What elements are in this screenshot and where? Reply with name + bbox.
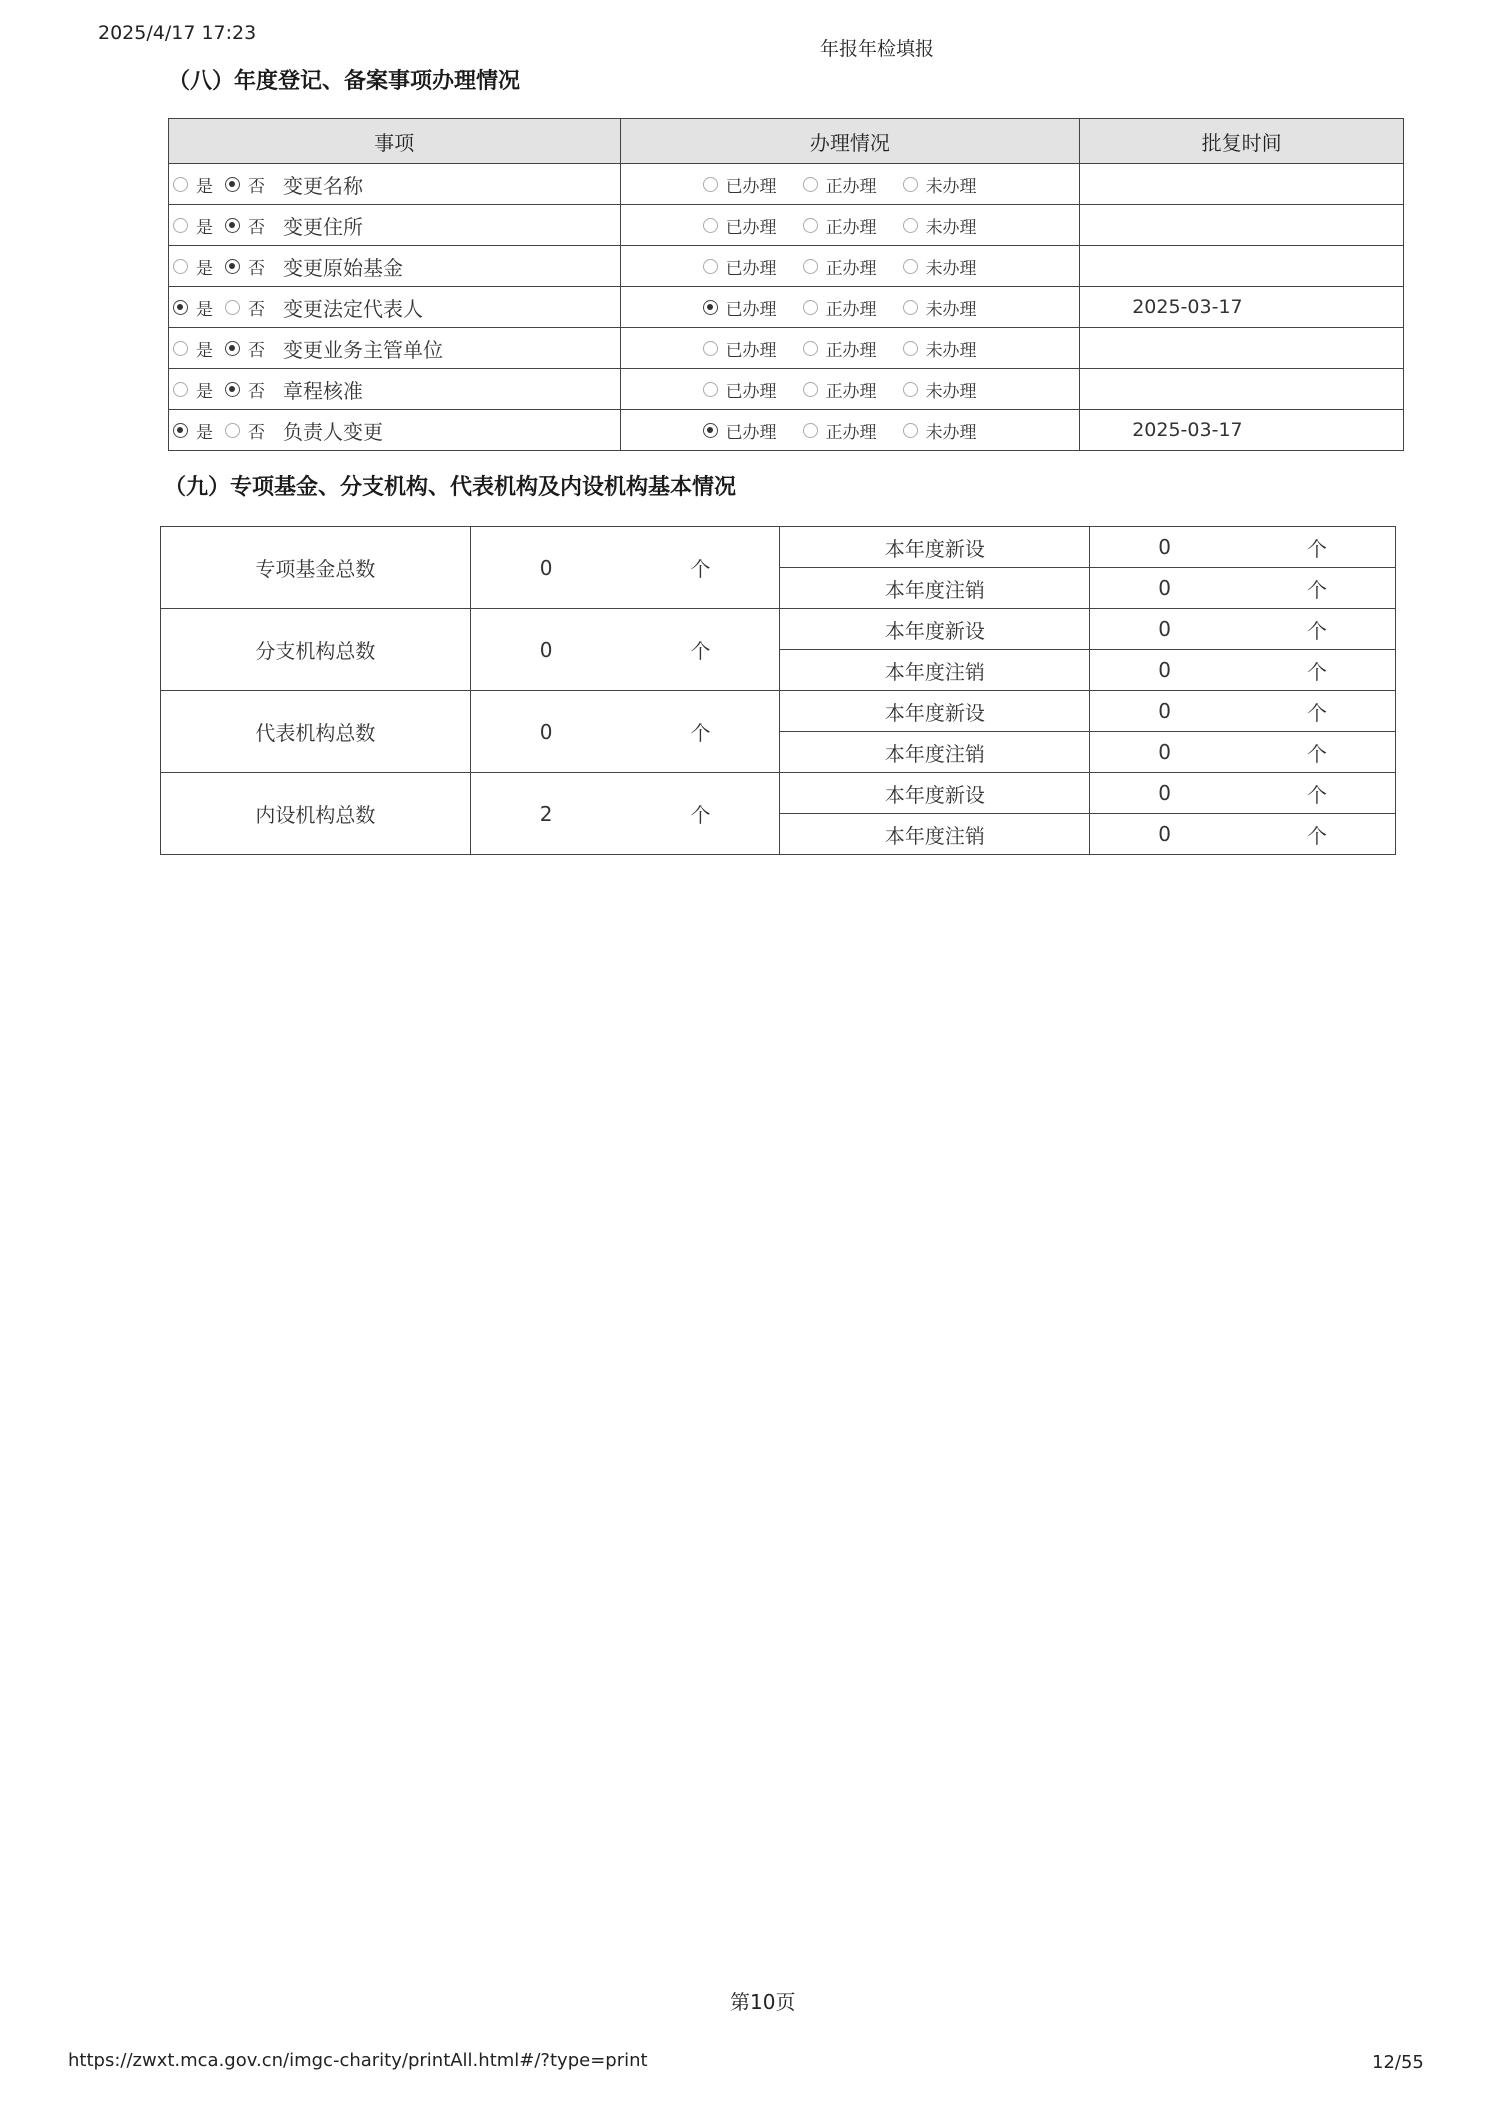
group-total bbox=[470, 609, 780, 691]
item-name: 变更名称 bbox=[283, 173, 363, 198]
no-label: 否 bbox=[248, 299, 265, 320]
status-radio[interactable] bbox=[703, 300, 718, 315]
item-cell bbox=[169, 410, 621, 451]
table-row bbox=[169, 164, 1404, 205]
item-cell bbox=[169, 328, 621, 369]
unit-label: 个 bbox=[1306, 823, 1327, 848]
new-value: 0 bbox=[1158, 699, 1171, 723]
status-label: 已办理 bbox=[725, 176, 777, 197]
table-row bbox=[169, 205, 1404, 246]
total-value: 2 bbox=[539, 801, 553, 826]
yes-label: 是 bbox=[196, 422, 213, 443]
status-label: 未办理 bbox=[925, 422, 977, 443]
status-label: 未办理 bbox=[925, 258, 977, 279]
status-label: 未办理 bbox=[925, 340, 977, 361]
status-radio[interactable] bbox=[703, 218, 718, 233]
new-value: 0 bbox=[1158, 617, 1171, 641]
status-radio[interactable] bbox=[803, 259, 818, 274]
unit-label: 个 bbox=[1306, 536, 1327, 561]
status-radio[interactable] bbox=[903, 177, 918, 192]
unit-label: 个 bbox=[1306, 577, 1327, 602]
no-label: 否 bbox=[248, 176, 265, 197]
table-row bbox=[161, 527, 1396, 568]
no-radio[interactable] bbox=[225, 300, 240, 315]
status-radio[interactable] bbox=[803, 341, 818, 356]
status-label: 正办理 bbox=[825, 258, 877, 279]
no-radio[interactable] bbox=[225, 423, 240, 438]
cancel-count bbox=[1090, 732, 1396, 773]
status-cell bbox=[620, 369, 1080, 410]
new-count bbox=[1090, 527, 1396, 568]
status-cell bbox=[620, 328, 1080, 369]
page-number: 第10页 bbox=[730, 1990, 796, 2014]
status-label: 正办理 bbox=[825, 299, 877, 320]
no-label: 否 bbox=[248, 340, 265, 361]
total-value: 0 bbox=[539, 555, 553, 580]
new-label: 本年度新设 bbox=[780, 609, 1090, 650]
status-radio[interactable] bbox=[703, 341, 718, 356]
table-row bbox=[169, 246, 1404, 287]
cancel-label: 本年度注销 bbox=[780, 732, 1090, 773]
total-value: 0 bbox=[539, 719, 553, 744]
total-value: 0 bbox=[539, 637, 553, 662]
item-cell bbox=[169, 287, 621, 328]
print-datetime: 2025/4/17 17:23 bbox=[98, 22, 257, 44]
new-value: 0 bbox=[1158, 535, 1171, 559]
table-header-row bbox=[169, 119, 1404, 164]
yes-radio[interactable] bbox=[173, 177, 188, 192]
new-count bbox=[1090, 773, 1396, 814]
yes-label: 是 bbox=[196, 340, 213, 361]
status-radio[interactable] bbox=[803, 218, 818, 233]
group-name: 代表机构总数 bbox=[161, 691, 471, 773]
group-name: 分支机构总数 bbox=[161, 609, 471, 691]
table-row bbox=[169, 287, 1404, 328]
status-label: 未办理 bbox=[925, 217, 977, 238]
no-radio[interactable] bbox=[225, 218, 240, 233]
status-label: 正办理 bbox=[825, 422, 877, 443]
col-status-header: 办理情况 bbox=[620, 119, 1080, 164]
table-row bbox=[161, 773, 1396, 814]
item-name: 变更法定代表人 bbox=[283, 296, 423, 321]
item-cell bbox=[169, 369, 621, 410]
no-radio[interactable] bbox=[225, 382, 240, 397]
item-cell bbox=[169, 205, 621, 246]
status-cell bbox=[620, 164, 1080, 205]
status-radio[interactable] bbox=[703, 423, 718, 438]
section-8-title: （八）年度登记、备案事项办理情况 bbox=[168, 69, 521, 94]
group-total bbox=[470, 773, 780, 855]
cancel-value: 0 bbox=[1158, 740, 1171, 764]
new-label: 本年度新设 bbox=[780, 691, 1090, 732]
status-radio[interactable] bbox=[803, 300, 818, 315]
unit-label: 个 bbox=[1306, 782, 1327, 807]
item-name: 负责人变更 bbox=[283, 419, 383, 444]
status-label: 已办理 bbox=[725, 340, 777, 361]
approval-date bbox=[1080, 328, 1404, 369]
cancel-label: 本年度注销 bbox=[780, 568, 1090, 609]
table-row bbox=[161, 691, 1396, 732]
table-row bbox=[169, 369, 1404, 410]
unit-label: 个 bbox=[1306, 618, 1327, 643]
yes-radio[interactable] bbox=[173, 218, 188, 233]
page-header-title: 年报年检填报 bbox=[820, 38, 935, 60]
status-radio[interactable] bbox=[903, 423, 918, 438]
status-cell bbox=[620, 410, 1080, 451]
status-label: 正办理 bbox=[825, 381, 877, 402]
print-pager: 12/55 bbox=[1372, 2052, 1424, 2073]
new-count bbox=[1090, 691, 1396, 732]
status-radio[interactable] bbox=[903, 259, 918, 274]
cancel-count bbox=[1090, 650, 1396, 691]
no-label: 否 bbox=[248, 381, 265, 402]
status-label: 未办理 bbox=[925, 299, 977, 320]
yes-label: 是 bbox=[196, 217, 213, 238]
no-radio[interactable] bbox=[225, 259, 240, 274]
status-label: 已办理 bbox=[725, 217, 777, 238]
yes-label: 是 bbox=[196, 176, 213, 197]
section-9-title: （九）专项基金、分支机构、代表机构及内设机构基本情况 bbox=[164, 475, 737, 500]
yes-radio[interactable] bbox=[173, 300, 188, 315]
no-label: 否 bbox=[248, 258, 265, 279]
status-radio[interactable] bbox=[903, 341, 918, 356]
item-cell bbox=[169, 246, 621, 287]
unit-label: 个 bbox=[1306, 659, 1327, 684]
status-label: 已办理 bbox=[725, 258, 777, 279]
table-row bbox=[169, 410, 1404, 451]
status-cell bbox=[620, 205, 1080, 246]
status-radio[interactable] bbox=[703, 177, 718, 192]
no-label: 否 bbox=[248, 217, 265, 238]
item-name: 变更原始基金 bbox=[283, 255, 403, 280]
status-cell bbox=[620, 287, 1080, 328]
item-cell bbox=[169, 164, 621, 205]
approval-date bbox=[1080, 164, 1404, 205]
table-row bbox=[169, 328, 1404, 369]
approval-date bbox=[1080, 205, 1404, 246]
table-row bbox=[161, 609, 1396, 650]
item-name: 章程核准 bbox=[283, 378, 363, 403]
cancel-label: 本年度注销 bbox=[780, 814, 1090, 855]
new-count bbox=[1090, 609, 1396, 650]
cancel-label: 本年度注销 bbox=[780, 650, 1090, 691]
group-name: 专项基金总数 bbox=[161, 527, 471, 609]
status-radio[interactable] bbox=[903, 218, 918, 233]
cancel-count bbox=[1090, 814, 1396, 855]
status-label: 已办理 bbox=[725, 299, 777, 320]
approval-date: 2025-03-17 bbox=[1080, 287, 1404, 328]
approval-date: 2025-03-17 bbox=[1080, 410, 1404, 451]
status-label: 正办理 bbox=[825, 176, 877, 197]
unit-label: 个 bbox=[690, 721, 711, 745]
yes-radio[interactable] bbox=[173, 423, 188, 438]
institution-table bbox=[160, 526, 1396, 855]
yes-label: 是 bbox=[196, 299, 213, 320]
cancel-value: 0 bbox=[1158, 822, 1171, 846]
print-url: https://zwxt.mca.gov.cn/imgc-charity/printAll.html#/?type=print bbox=[68, 2050, 648, 2071]
group-total bbox=[470, 527, 780, 609]
item-name: 变更住所 bbox=[283, 214, 363, 239]
yes-radio[interactable] bbox=[173, 259, 188, 274]
approval-date bbox=[1080, 246, 1404, 287]
cancel-count bbox=[1090, 568, 1396, 609]
yes-radio[interactable] bbox=[173, 382, 188, 397]
approval-date bbox=[1080, 369, 1404, 410]
status-radio[interactable] bbox=[803, 177, 818, 192]
status-radio[interactable] bbox=[903, 300, 918, 315]
item-name: 变更业务主管单位 bbox=[283, 337, 443, 362]
status-label: 未办理 bbox=[925, 381, 977, 402]
yes-label: 是 bbox=[196, 258, 213, 279]
col-item-header: 事项 bbox=[169, 119, 621, 164]
status-radio[interactable] bbox=[703, 382, 718, 397]
registration-table bbox=[168, 118, 1404, 451]
col-date-header: 批复时间 bbox=[1080, 119, 1404, 164]
new-label: 本年度新设 bbox=[780, 527, 1090, 568]
new-value: 0 bbox=[1158, 781, 1171, 805]
yes-radio[interactable] bbox=[173, 341, 188, 356]
status-radio[interactable] bbox=[803, 382, 818, 397]
no-radio[interactable] bbox=[225, 177, 240, 192]
no-radio[interactable] bbox=[225, 341, 240, 356]
yes-label: 是 bbox=[196, 381, 213, 402]
group-total bbox=[470, 691, 780, 773]
status-cell bbox=[620, 246, 1080, 287]
status-radio[interactable] bbox=[703, 259, 718, 274]
status-label: 正办理 bbox=[825, 340, 877, 361]
status-label: 已办理 bbox=[725, 422, 777, 443]
new-label: 本年度新设 bbox=[780, 773, 1090, 814]
unit-label: 个 bbox=[690, 803, 711, 827]
status-radio[interactable] bbox=[803, 423, 818, 438]
no-label: 否 bbox=[248, 422, 265, 443]
status-radio[interactable] bbox=[903, 382, 918, 397]
unit-label: 个 bbox=[1306, 700, 1327, 725]
status-label: 正办理 bbox=[825, 217, 877, 238]
cancel-value: 0 bbox=[1158, 576, 1171, 600]
status-label: 已办理 bbox=[725, 381, 777, 402]
unit-label: 个 bbox=[1306, 741, 1327, 766]
cancel-value: 0 bbox=[1158, 658, 1171, 682]
unit-label: 个 bbox=[690, 557, 711, 581]
unit-label: 个 bbox=[690, 639, 711, 663]
status-label: 未办理 bbox=[925, 176, 977, 197]
group-name: 内设机构总数 bbox=[161, 773, 471, 855]
